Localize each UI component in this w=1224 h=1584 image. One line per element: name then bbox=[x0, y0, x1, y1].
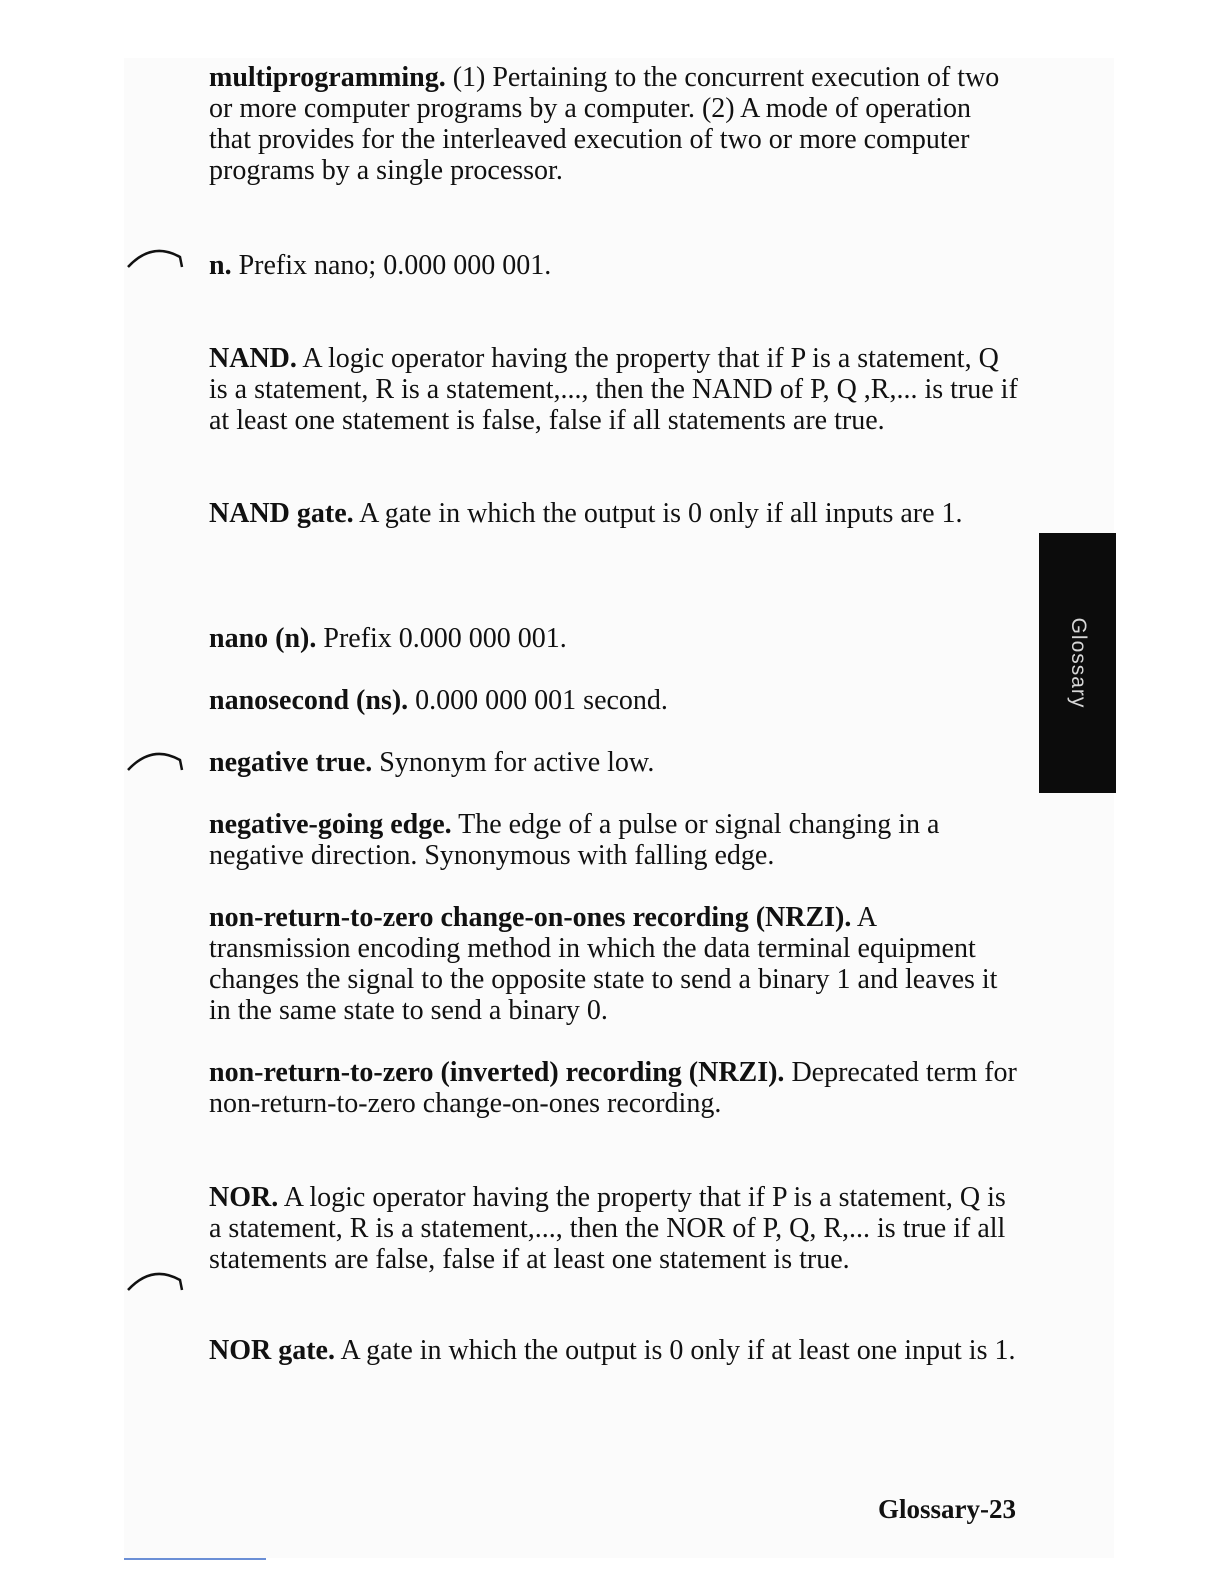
entry-definition: A transmission encoding method in which the data terminal equipment changes the signal to the opposite state to send a binary 1 and leaves it in the same state to send a binary 0. bbox=[209, 902, 998, 1026]
tab-label: Glossary bbox=[1066, 617, 1090, 709]
entry-definition: The edge of a pulse or signal changing in a negative direction. Synonymous with falling edge. bbox=[209, 809, 940, 871]
entry-term: NOR. bbox=[209, 1182, 279, 1213]
entry-definition: (1) Pertaining to the concurrent execution of two or more computer programs by a computer. (2) A mode of operation that provides for the interleaved execution of two or more computer programs by a single processor. bbox=[209, 62, 1000, 186]
entry-term: non-return-to-zero (inverted) recording (NRZI). bbox=[209, 1057, 785, 1088]
glossary-entry-nand-gate bbox=[209, 498, 1019, 529]
page-scan-area bbox=[124, 58, 1114, 1558]
entry-definition: A gate in which the output is 0 only if at least one input is 1. bbox=[334, 1335, 1016, 1366]
entry-term: nano (n). bbox=[209, 623, 317, 654]
entry-term: non-return-to-zero change-on-ones recording (NRZI). bbox=[209, 902, 852, 933]
binder-hole-arc-icon bbox=[124, 748, 186, 778]
binder-hole-arc-icon bbox=[124, 245, 186, 275]
entry-definition: 0.000 000 001 second. bbox=[408, 685, 668, 716]
entry-definition: A logic operator having the property that if P is a statement, Q is a statement, R is a statement,..., then the NOR of P, Q, R,... is true if all statements are false, false if at least one statement is true. bbox=[209, 1182, 1006, 1275]
entry-term: negative-going edge. bbox=[209, 809, 452, 840]
entry-term: NOR gate. bbox=[209, 1335, 335, 1366]
entry-definition: Deprecated term for non-return-to-zero change-on-ones recording. bbox=[209, 1057, 1017, 1119]
glossary-entry-nand bbox=[209, 343, 1019, 436]
glossary-entry-nor-gate bbox=[209, 1335, 1019, 1366]
entry-definition: A logic operator having the property that if P is a statement, Q is a statement, R is a statement,..., then the NAND of P, Q ,R,... is true if at least one statement is false, false if all statements are true. bbox=[209, 343, 1018, 436]
entry-term: n. bbox=[209, 250, 232, 281]
glossary-entry-negative-going-edge bbox=[209, 809, 1019, 871]
glossary-entry-negative-true bbox=[209, 747, 1019, 778]
entry-term: NAND gate. bbox=[209, 498, 354, 529]
entry-term: nanosecond (ns). bbox=[209, 685, 409, 716]
binder-hole-arc-icon bbox=[124, 1268, 186, 1298]
glossary-entry-nrzi-change-on-ones bbox=[209, 902, 1019, 1026]
glossary-section-tab bbox=[1039, 533, 1116, 793]
entry-term: negative true. bbox=[209, 747, 373, 778]
glossary-entry-n bbox=[209, 250, 1019, 281]
entry-definition: Prefix 0.000 000 001. bbox=[316, 623, 567, 654]
entry-definition: Synonym for active low. bbox=[372, 747, 655, 778]
glossary-entry-multiprogramming bbox=[209, 62, 1019, 186]
glossary-entry-nanosecond bbox=[209, 685, 1019, 716]
glossary-entry-nrzi-inverted bbox=[209, 1057, 1019, 1119]
entry-definition: A gate in which the output is 0 only if all inputs are 1. bbox=[353, 498, 963, 529]
bottom-divider bbox=[124, 1558, 266, 1560]
page-number: Glossary-23 bbox=[878, 1494, 1016, 1524]
entry-term: NAND. bbox=[209, 343, 297, 374]
entry-definition: Prefix nano; 0.000 000 001. bbox=[231, 250, 552, 281]
entry-term: multiprogramming. bbox=[209, 62, 446, 93]
glossary-entry-nor bbox=[209, 1182, 1019, 1275]
glossary-entry-nano bbox=[209, 623, 1019, 654]
